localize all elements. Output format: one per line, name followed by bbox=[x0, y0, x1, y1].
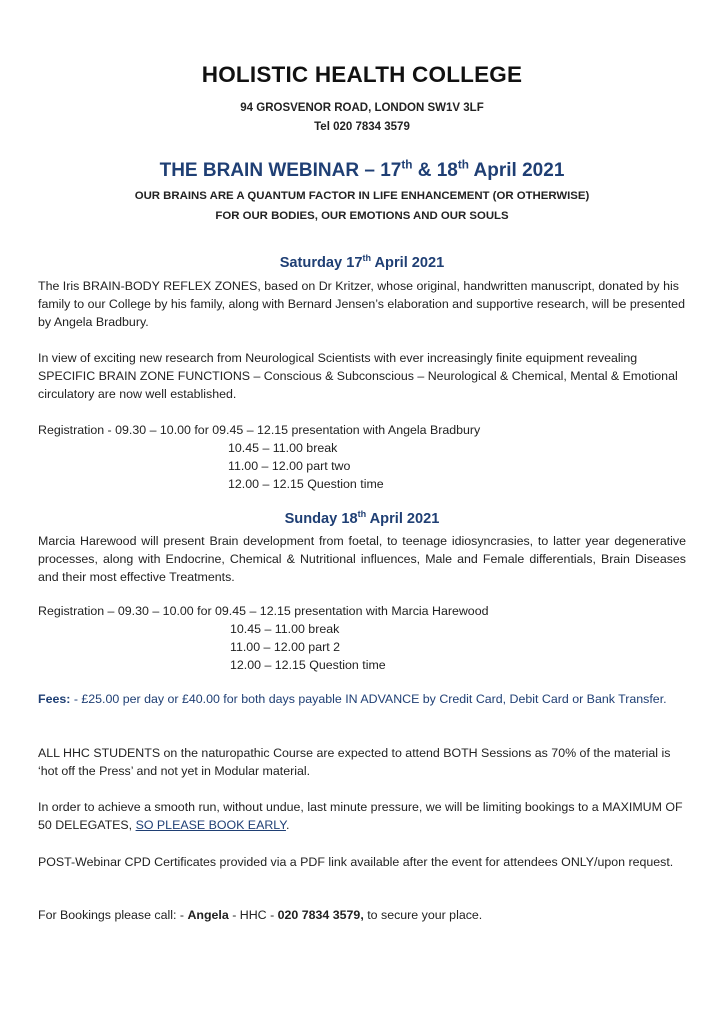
sunday-schedule-item: 12.00 – 12.15 Question time bbox=[230, 658, 386, 672]
bookings-contact-name: Angela bbox=[187, 908, 229, 922]
saturday-schedule-item: 10.45 – 11.00 break bbox=[228, 441, 338, 455]
sunday-heading-pre: Sunday 18 bbox=[284, 511, 358, 527]
college-address: 94 GROSVENOR ROAD, LONDON SW1V 3LF bbox=[240, 102, 484, 114]
fees-text: - £25.00 per day or £40.00 for both days payable IN ADVANCE by Credit Card, Debit Card or Bank Transfer. bbox=[70, 692, 667, 706]
saturday-heading-post: April 2021 bbox=[371, 255, 445, 271]
sunday-heading-post: April 2021 bbox=[366, 511, 440, 527]
saturday-heading-pre: Saturday 17 bbox=[279, 255, 363, 271]
bookings-paragraph bbox=[38, 906, 686, 924]
saturday-paragraph-2: In view of exciting new research from Neurological Scientists with ever increasingly finite equipment revealing SPECIFIC BRAIN ZONE FUNCTIONS – Conscious & Subconscious – Neurological & Chemical, Mental & Emotional circulatory are now well established. bbox=[38, 351, 678, 402]
sunday-schedule-item: 11.00 – 12.00 part 2 bbox=[230, 640, 340, 654]
saturday-paragraph-1: The Iris BRAIN-BODY REFLEX ZONES, based on Dr Kritzer, whose original, handwritten manuscript, donated by his family to our College by his family, along with Bernard Jensen’s elaboration and supportive research, will be presented by Angela Bradbury. bbox=[38, 279, 685, 330]
booking-limit-end: . bbox=[285, 818, 290, 833]
sunday-paragraph: Marcia Harewood will present Brain development from foetal, to teenage idiosyncrasies, to latter year degenerative processes, along with Endocrine, Chemical & Nutritional influences, Male and Female differentials, Brain Diseases and their most effective Treatments. bbox=[38, 534, 686, 585]
sunday-heading-sup: th bbox=[357, 509, 367, 520]
students-paragraph: ALL HHC STUDENTS on the naturopathic Course are expected to attend BOTH Sessions as 70% of the material is ‘hot off the Press’ and not yet in Modular material. bbox=[38, 746, 671, 779]
sunday-registration: Registration – 09.30 – 10.00 for 09.45 – 12.15 presentation with Marcia Harewood bbox=[38, 604, 489, 618]
college-telephone: Tel 020 7834 3579 bbox=[314, 121, 410, 133]
subtitle-line1: OUR BRAINS ARE A QUANTUM FACTOR IN LIFE ENHANCEMENT (OR OTHERWISE) bbox=[134, 190, 590, 202]
bookings-phone: 020 7834 3579, bbox=[277, 908, 364, 922]
sunday-schedule-item: 10.45 – 11.00 break bbox=[230, 622, 340, 636]
certificates-paragraph: POST-Webinar CPD Certificates provided via a PDF link available after the event for attendees ONLY/upon request. bbox=[38, 855, 674, 869]
fees-label: Fees: bbox=[38, 692, 71, 706]
college-name: HOLISTIC HEALTH COLLEGE bbox=[201, 62, 523, 87]
title-sup1: th bbox=[401, 158, 413, 172]
title-sup2: th bbox=[457, 158, 469, 172]
sunday-heading bbox=[0, 511, 724, 527]
webinar-title bbox=[0, 160, 724, 182]
saturday-heading-sup: th bbox=[362, 253, 371, 264]
subtitle-line2: FOR OUR BODIES, OUR EMOTIONS AND OUR SOULS bbox=[215, 210, 509, 222]
saturday-registration: Registration - 09.30 – 10.00 for 09.45 – 12.15 presentation with Angela Bradbury bbox=[38, 423, 481, 437]
title-part2: & 18 bbox=[412, 160, 458, 181]
saturday-schedule-item: 11.00 – 12.00 part two bbox=[228, 459, 351, 473]
book-early-link[interactable]: SO PLEASE BOOK EARLY bbox=[135, 818, 286, 833]
saturday-heading bbox=[0, 255, 724, 271]
bookings-pre: For Bookings please call: - bbox=[38, 908, 188, 922]
bookings-post: to secure your place. bbox=[363, 908, 483, 922]
bookings-mid: - HHC - bbox=[228, 908, 278, 922]
fees-paragraph bbox=[38, 690, 686, 708]
title-part3: April 2021 bbox=[468, 160, 565, 181]
booking-limit-text: In order to achieve a smooth run, without undue, last minute pressure, we will be limiting bookings to a MAXIMUM OF 50 DELEGATES, bbox=[38, 800, 683, 833]
title-part1: THE BRAIN WEBINAR – 17 bbox=[159, 160, 402, 181]
saturday-schedule-item: 12.00 – 12.15 Question time bbox=[228, 477, 384, 491]
booking-limit-paragraph bbox=[38, 798, 686, 834]
